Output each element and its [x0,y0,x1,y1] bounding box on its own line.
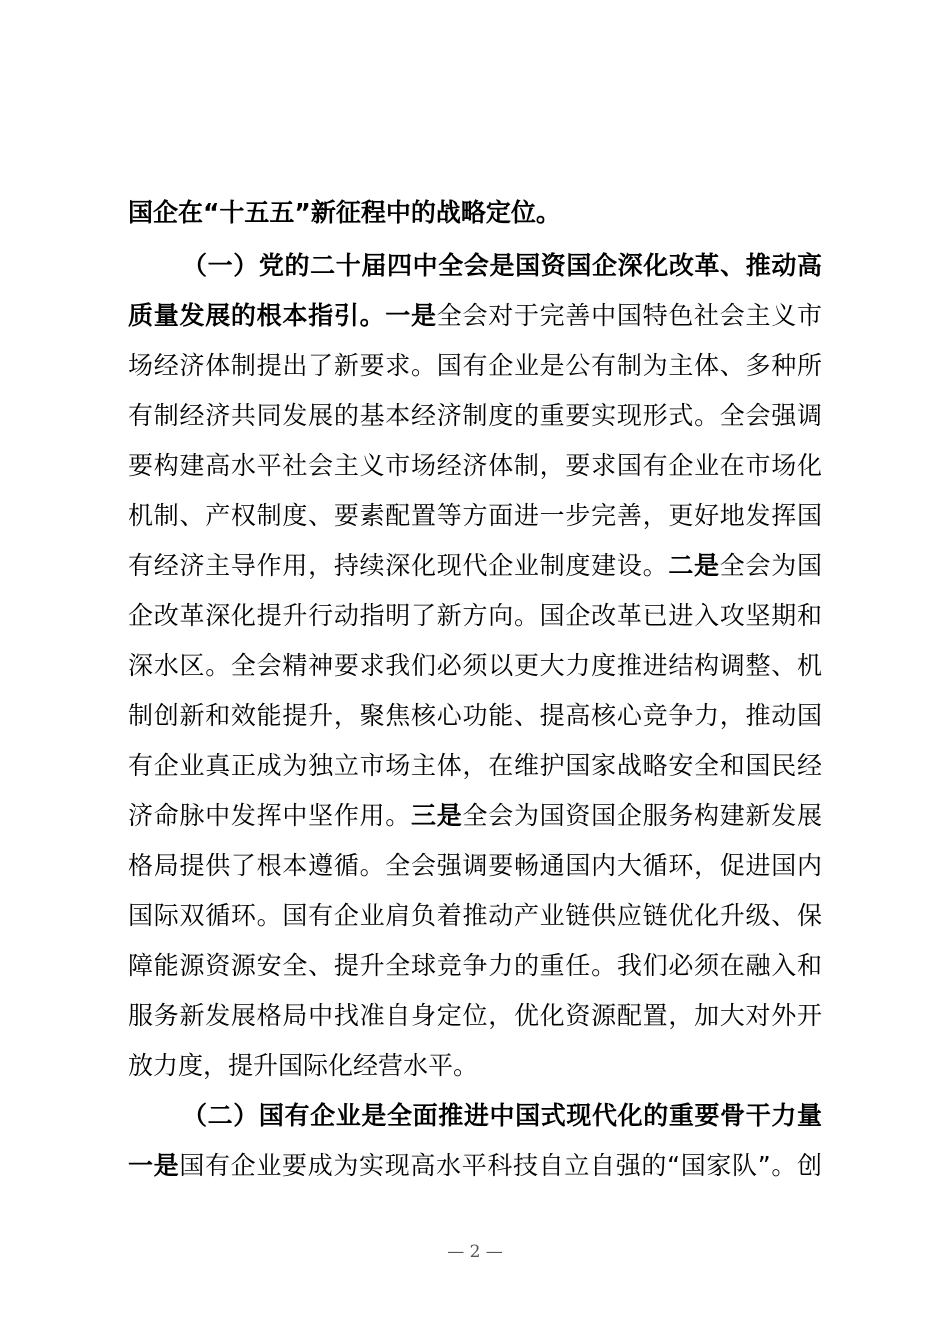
body-text: 企改革深化提升行动指明了新方向。国企改革已进入攻坚期和 [128,601,822,630]
text-line [128,1041,822,1091]
body-text: 全会对于完善中国特色社会主义市 [436,301,822,330]
body-text: 制创新和效能提升，聚焦核心功能、提高核心竞争力，推动国 [128,701,822,730]
body-text: 服务新发展格局中找准自身定位，优化资源配置，加大对外开 [128,1001,822,1030]
bold-text: 国企在“十五五”新征程中的战略定位。 [128,198,561,227]
text-line [128,391,822,441]
body-text: 济命脉中发挥中坚作用。 [128,801,412,830]
bold-text: （一）党的二十届四中全会是国资国企深化改革、推动高 [182,251,822,280]
body-text: 格局提供了根本遵循。全会强调要畅通国内大循环，促进国内 [128,851,822,880]
document-body [128,188,822,1191]
body-text: 障能源资源安全、提升全球竞争力的重任。我们必须在融入和 [128,951,822,980]
body-text: 有制经济共同发展的基本经济制度的重要实现形式。全会强调 [128,401,822,430]
text-line [128,891,822,941]
body-text: 有经济主导作用，持续深化现代企业制度建设。 [128,551,669,580]
body-text: 全会为国 [719,551,822,580]
body-text: 深水区。全会精神要求我们必须以更大力度推进结构调整、机 [128,651,822,680]
text-line [128,841,822,891]
text-line [128,491,822,541]
body-text: 全会为国资国企服务构建新发展 [462,801,822,830]
text-line [128,341,822,391]
text-line [128,241,822,291]
text-line [128,941,822,991]
body-text: 有企业真正成为独立市场主体，在维护国家战略安全和国民经 [128,751,822,780]
text-line [128,991,822,1041]
text-line [128,541,822,591]
body-text: 国有企业要成为实现高水平科技自立自强的“国家队”。创 [179,1151,822,1180]
text-line [128,691,822,741]
page-number: — 2 — [447,1242,503,1262]
bold-text: 质量发展的根本指引。一是 [128,301,437,330]
body-text: 机制、产权制度、要素配置等方面进一步完善，更好地发挥国 [128,501,822,530]
body-text: 要构建高水平社会主义市场经济体制，要求国有企业在市场化 [128,451,822,480]
text-line [128,441,822,491]
text-line [128,591,822,641]
text-line [128,188,822,238]
text-line [128,1141,822,1191]
bold-text: 三是 [411,801,463,830]
text-line [128,641,822,691]
body-text: 场经济体制提出了新要求。国有企业是公有制为主体、多种所 [128,351,822,380]
body-text: 国际双循环。国有企业肩负着推动产业链供应链优化升级、保 [128,901,822,930]
text-line [128,1091,822,1141]
bold-text: 二是 [668,551,720,580]
bold-text: 一是 [128,1151,180,1180]
text-line [128,791,822,841]
body-text: 放力度，提升国际化经营水平。 [128,1051,479,1080]
text-line [128,741,822,791]
bold-text: （二）国有企业是全面推进中国式现代化的重要骨干力量 [182,1101,822,1130]
text-line [128,291,822,341]
